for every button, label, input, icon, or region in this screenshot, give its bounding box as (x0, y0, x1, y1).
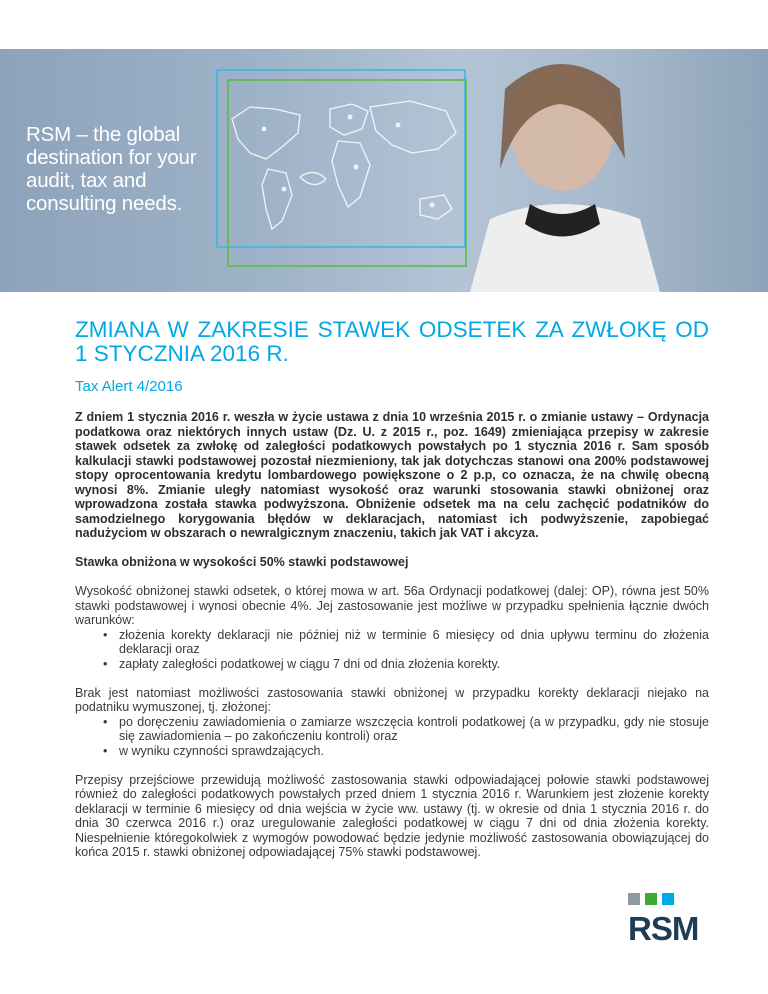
article-body (75, 410, 709, 860)
logo-square-green (645, 893, 657, 905)
section-heading: Stawka obniżona w wysokości 50% stawki podstawowej (75, 555, 409, 569)
paragraph: Przepisy przejściowe przewidują możliwość zastosowania stawki odpowiadającej połowie stawki podstawowej również do zaległości podatkowych powstałych przed dniem 1 stycznia 2016 r. Warunkiem jest złożenie korekty deklaracji w terminie 6 miesięcy od dnia wejścia w życie ww. ustawy (tj. w okresie od dnia 1 stycznia 2016 r. do dnia 30 czerwca 2016 r.) oraz uregulowanie zaległości podatkowej w ciągu 7 dni od dnia złożenia korekty. Niespełnienie któregokolwiek z wymogów powodować będzie jedynie możliwość zastosowania obowiązującej do końca 2015 r. stawki obniżonej odpowiadającej 75% stawki podstawowej. (75, 772, 709, 859)
page-subtitle: Tax Alert 4/2016 (75, 378, 183, 395)
exclusions-list (75, 715, 709, 759)
banner-tagline: RSM – the global destination for your audit, tax and consulting needs. (26, 123, 197, 215)
list-item: • w wyniku czynności sprawdzających. (119, 744, 709, 759)
list-item: • po doręczeniu zawiadomienia o zamiarze wszczęcia kontroli podatkowej (a w przypadku, gdy nie stosuje się zawiadomienia – po zakończeniu kontroli) oraz (119, 715, 709, 744)
logo-square-gray (628, 893, 640, 905)
logo-square-blue (662, 893, 674, 905)
rsm-logo (628, 893, 714, 951)
section-intro: Wysokość obniżonej stawki odsetek, o której mowa w art. 56a Ordynacji podatkowej (dalej: OP), równa jest 50% stawki podstawowej i wynosi obecnie 4%. Jej zastosowanie jest możliwe w przypadku spełnienia łącznie dwóch warunków: (75, 584, 709, 627)
logo-wordmark: RSM (628, 910, 699, 947)
list-item: • zapłaty zaległości podatkowej w ciągu 7 dni od dnia złożenia korekty. (119, 657, 709, 672)
conditions-list (75, 628, 709, 672)
lead-paragraph: Z dniem 1 stycznia 2016 r. weszła w życie ustawa z dnia 10 września 2015 r. o zmianie ustawy – Ordynacja podatkowa oraz niektórych innych ustaw (Dz. U. z 2015 r., poz. 1649) zmieniająca przepisy w zakresie stawek odsetek za zwłokę od zaległości podatkowych powstałych po 1 stycznia 2016 r. Sam sposób kalkulacji stawki podstawowej pozostał niezmieniony, tak jak dotychczas stanowi ona 200% podstawowej stopy oprocentowania kredytu lombardowego powiększone o 2 p.p, co oznacza, że na chwilę obecną wynosi 8%. Zmianie uległy natomiast wysokość oraz warunki stosowania stawki obniżonej oraz wprowadzona została stawka podwyższona. Obniżenie odsetek ma na celu zachęcić podatników do samodzielnego korygowania błędów w deklaracjach, natomiast ich podwyższenie, zapobiegać nadużyciom w obszarach o newralgicznym znaczeniu, takich jak VAT i akcyza. (75, 410, 709, 540)
paragraph: Brak jest natomiast możliwości zastosowania stawki obniżonej w przypadku korekty deklaracji niejako na podatniku wymuszonej, tj. złożonej: (75, 685, 709, 714)
page-title: ZMIANA W ZAKRESIE STAWEK ODSETEK ZA ZWŁOKĘ OD 1 STYCZNIA 2016 R. (75, 317, 709, 366)
list-item: • złożenia korekty deklaracji nie później niż w terminie 6 miesięcy od dnia upływu terminu do złożenia deklaracji oraz (119, 628, 709, 657)
header-banner (0, 49, 768, 292)
